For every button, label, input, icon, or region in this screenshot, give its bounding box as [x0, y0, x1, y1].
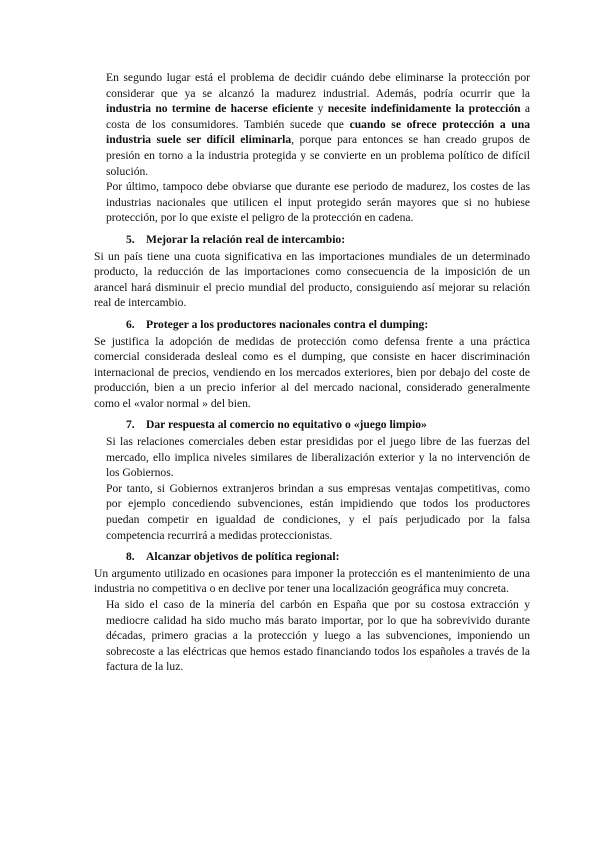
- section-title: Alcanzar objetivos de política regional:: [146, 550, 340, 564]
- section-5: [94, 232, 530, 311]
- section-title: Dar respuesta al comercio no equitativo o «juego limpio»: [146, 418, 427, 432]
- text-run: y: [313, 102, 328, 116]
- bold-run: industria no termine de hacerse eficiente: [106, 102, 314, 116]
- intro-paragraph-2: Por último, tampoco debe obviarse que durante ese periodo de madurez, los costes de las industrias nacionales que utilicen el input protegido serán mayores que si no hubiese protección, por lo que existe el peligro de la protección en cadena.: [106, 180, 530, 225]
- bold-run: necesite indefinidamente la protección: [327, 102, 521, 116]
- section-6: [94, 317, 530, 412]
- text-run: , porque para entonces se han creado grupos de presión en torno a la industria protegida y se convierte en un problema político de difícil solución.: [106, 133, 530, 178]
- text-run: En segundo lugar está el problema de decidir cuándo debe eliminarse la protección por considerar que ya se alcanzó la madurez industrial. Además, podría ocurrir que la: [106, 71, 530, 100]
- section-title: Mejorar la relación real de intercambio:: [146, 232, 346, 246]
- section-number: 8.: [126, 550, 135, 564]
- section-paragraph: Si las relaciones comerciales deben estar presididas por el juego libre de las fuerzas del mercado, ello implica niveles similares de liberalización exterior y la no intervención de los Gobiernos.: [106, 435, 530, 480]
- section-number: 6.: [126, 317, 135, 331]
- section-title: Proteger a los productores nacionales contra el dumping:: [146, 317, 429, 331]
- section-number: 5.: [126, 232, 135, 246]
- section-heading: [106, 232, 530, 248]
- section-heading: [106, 317, 530, 333]
- bold-run: cuando se ofrece protección a una industria suele ser difícil eliminarla: [106, 117, 531, 147]
- section-paragraph: Si un país tiene una cuota significativa en las importaciones mundiales de un determinado producto, la reducción de las importaciones como consecuencia de la imposición de un arancel hará disminuir el precio mundial del producto, consiguiendo así mejorar su relación real de intercambio.: [94, 249, 530, 310]
- section-8: [94, 549, 530, 675]
- text-run: a costa de los consumidores. También sucede que: [106, 102, 530, 131]
- section-heading: [106, 549, 530, 565]
- section-paragraph: Ha sido el caso de la minería del carbón en España que por su costosa extracción y mediocre calidad ha sido mucho más barato importar, por lo que ha sobrevivido durante décadas, primero gracias a la protección y luego a las subvenciones, imponiendo un sobrecoste a las eléctricas que hemos estado financiando todos los españoles a través de la factura de la luz.: [106, 598, 530, 674]
- section-number: 7.: [126, 418, 135, 432]
- intro-paragraph-1: [106, 70, 530, 179]
- section-paragraph: Se justifica la adopción de medidas de protección como defensa frente a una práctica comercial considerada desleal como es el dumping, que consiste en hacer discriminación internacional de precios, vendiendo en los mercados exteriores, bien por debajo del coste de producción, bien a un precio inferior al del mercado nacional, considerado generalmente como el «valor normal » del bien.: [94, 334, 530, 410]
- section-heading: [106, 417, 530, 433]
- section-paragraph: Por tanto, si Gobiernos extranjeros brindan a sus empresas ventajas competitivas, como por ejemplo concediendo subvenciones, están impidiendo que todos los productores puedan competir en igualdad de condiciones, y el país perjudicado por la falsa competencia recurrirá a medidas proteccionistas.: [106, 481, 530, 542]
- section-7: [106, 417, 530, 543]
- section-paragraph: Un argumento utilizado en ocasiones para imponer la protección es el mantenimiento de una industria no competitiva o en declive por tener una localización geográfica muy concreta.: [94, 566, 530, 596]
